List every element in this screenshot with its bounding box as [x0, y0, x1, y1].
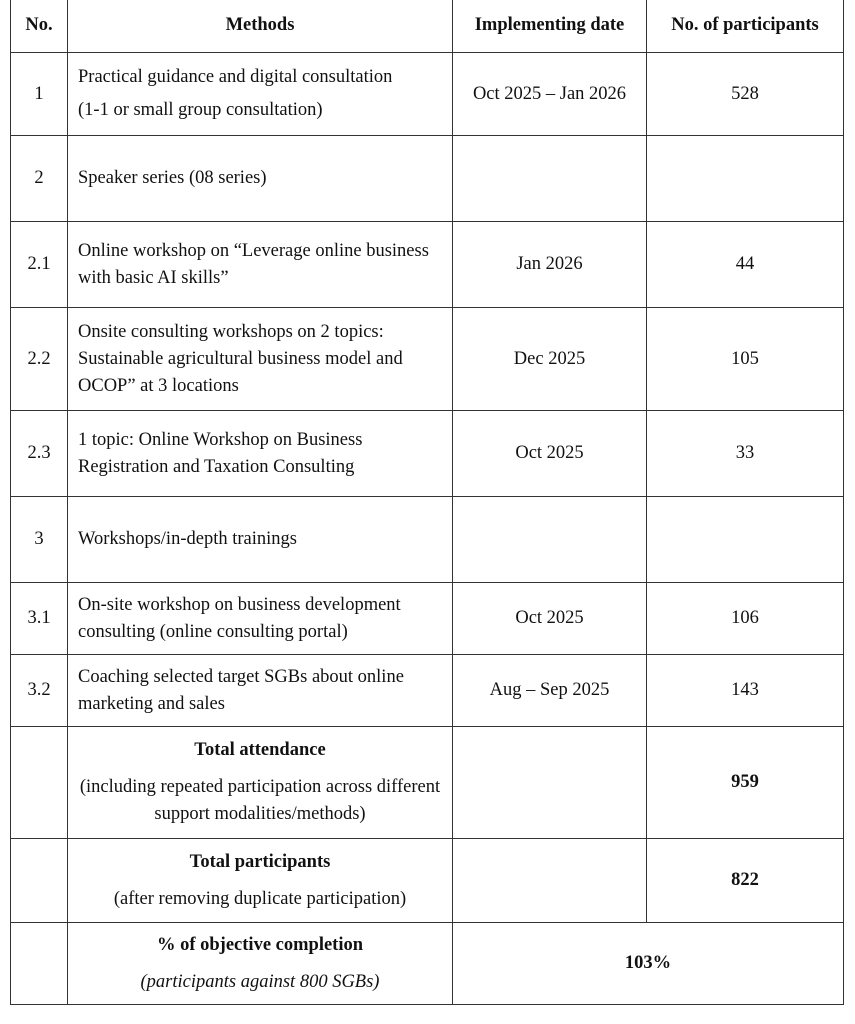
- row-method: Workshops/in-depth trainings: [68, 497, 453, 583]
- total-participants-cell: [68, 839, 453, 923]
- row-date: [453, 136, 647, 222]
- total-participants-label: Total participants: [189, 851, 331, 872]
- table-row: [11, 222, 844, 308]
- row-participants: 33: [647, 411, 844, 497]
- row-method: Coaching selected target SGBs about online marketing and sales: [68, 655, 453, 727]
- completion-row: [11, 923, 844, 1005]
- completion-note: (participants against 800 SGBs): [140, 971, 380, 992]
- row-no: 3.1: [11, 583, 68, 655]
- row-participants: 105: [647, 308, 844, 411]
- row-method: Speaker series (08 series): [68, 136, 453, 222]
- row-participants: [647, 497, 844, 583]
- total-attendance-value: 959: [647, 727, 844, 839]
- row-no: 2: [11, 136, 68, 222]
- row-participants: 106: [647, 583, 844, 655]
- completion-label: % of objective completion: [156, 934, 364, 955]
- total-attendance-row: [11, 727, 844, 839]
- total-participants-value: 822: [647, 839, 844, 923]
- row-date: Oct 2025 – Jan 2026: [453, 53, 647, 136]
- row-no: 2.2: [11, 308, 68, 411]
- row-method: Online workshop on “Leverage online business with basic AI skills”: [68, 222, 453, 308]
- row-no: 1: [11, 53, 68, 136]
- completion-cell: [68, 923, 453, 1005]
- method-line-1: Practical guidance and digital consultation: [78, 67, 393, 87]
- row-date: Aug – Sep 2025: [453, 655, 647, 727]
- row-method: [68, 53, 453, 136]
- row-participants: 143: [647, 655, 844, 727]
- row-no: 2.1: [11, 222, 68, 308]
- methods-table: [10, 0, 844, 1005]
- row-participants: [647, 136, 844, 222]
- row-date: Jan 2026: [453, 222, 647, 308]
- table-row: [11, 655, 844, 727]
- row-date: Oct 2025: [453, 411, 647, 497]
- table-row: [11, 497, 844, 583]
- completion-value: 103%: [453, 923, 844, 1005]
- row-participants: 528: [647, 53, 844, 136]
- row-no: 3.2: [11, 655, 68, 727]
- row-date: Dec 2025: [453, 308, 647, 411]
- total-participants-row: [11, 839, 844, 923]
- table-row: [11, 308, 844, 411]
- total-attendance-label: Total attendance: [194, 740, 326, 760]
- row-date: Oct 2025: [453, 583, 647, 655]
- total-participants-note: (after removing duplicate participation): [113, 888, 407, 909]
- table-row: [11, 53, 844, 136]
- row-participants: 44: [647, 222, 844, 308]
- total-attendance-cell: [68, 727, 453, 839]
- header-date: Implementing date: [453, 0, 647, 53]
- table-row: [11, 583, 844, 655]
- header-methods: Methods: [68, 0, 453, 53]
- method-line-2: (1-1 or small group consultation): [78, 100, 323, 120]
- header-participants: No. of participants: [647, 0, 844, 53]
- row-date: [453, 497, 647, 583]
- row-no: 2.3: [11, 411, 68, 497]
- table-row: [11, 411, 844, 497]
- total-attendance-note: (including repeated participation across different support modalities/methods): [79, 777, 441, 824]
- row-method: Onsite consulting workshops on 2 topics: Sustainable agricultural business model and OCOP” at 3 locations: [68, 308, 453, 411]
- header-no: No.: [11, 0, 68, 53]
- row-method: On-site workshop on business development consulting (online consulting portal): [68, 583, 453, 655]
- row-no: 3: [11, 497, 68, 583]
- table-row: [11, 136, 844, 222]
- row-method: 1 topic: Online Workshop on Business Registration and Taxation Consulting: [68, 411, 453, 497]
- header-row: [11, 0, 844, 53]
